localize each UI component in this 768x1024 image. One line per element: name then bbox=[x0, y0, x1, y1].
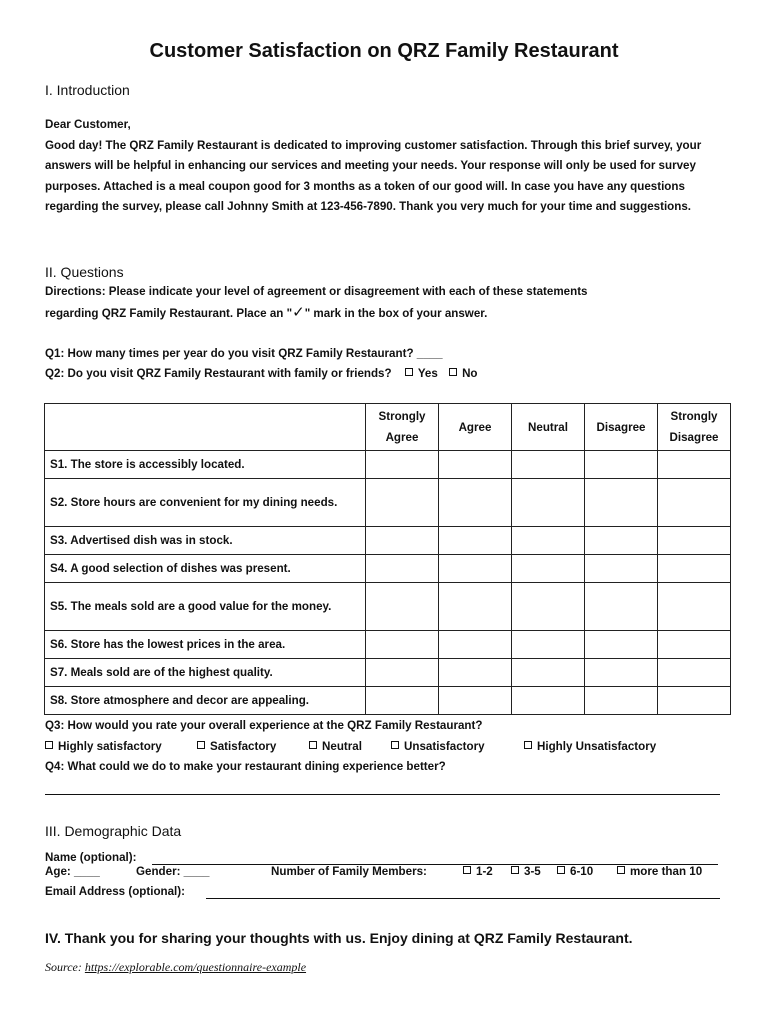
table-row bbox=[45, 631, 731, 659]
salutation: Dear Customer, bbox=[45, 118, 131, 131]
rating-cell[interactable] bbox=[439, 659, 512, 687]
table-row bbox=[45, 527, 731, 555]
table-row bbox=[45, 555, 731, 583]
rating-cell[interactable] bbox=[512, 555, 585, 583]
checkbox-icon[interactable] bbox=[45, 741, 53, 749]
rating-cell[interactable] bbox=[439, 527, 512, 555]
directions-line-2 bbox=[45, 303, 588, 325]
q4-answer-line[interactable] bbox=[45, 780, 720, 795]
rating-cell[interactable] bbox=[585, 451, 658, 479]
rating-cell[interactable] bbox=[366, 527, 439, 555]
q3-option[interactable] bbox=[45, 740, 162, 753]
rating-cell[interactable] bbox=[366, 479, 439, 527]
rating-table bbox=[44, 403, 731, 715]
rating-cell[interactable] bbox=[512, 659, 585, 687]
checkbox-icon[interactable] bbox=[309, 741, 317, 749]
rating-cell[interactable] bbox=[658, 527, 731, 555]
rating-cell[interactable] bbox=[512, 527, 585, 555]
rating-cell[interactable] bbox=[585, 479, 658, 527]
q3-option-label: Satisfactory bbox=[210, 740, 277, 753]
family-option-label: more than 10 bbox=[630, 865, 703, 878]
rating-cell[interactable] bbox=[512, 631, 585, 659]
questions-heading: II. Questions bbox=[45, 264, 124, 280]
statement-cell: S4. A good selection of dishes was present. bbox=[45, 555, 366, 583]
question-1: Q1: How many times per year do you visit QRZ Family Restaurant? ____ bbox=[45, 347, 443, 360]
statement-cell: S2. Store hours are convenient for my dining needs. bbox=[45, 479, 366, 527]
rating-cell[interactable] bbox=[439, 479, 512, 527]
checkbox-icon[interactable] bbox=[449, 368, 457, 376]
checkbox-icon[interactable] bbox=[197, 741, 205, 749]
q3-option[interactable] bbox=[309, 740, 362, 753]
introduction-heading: I. Introduction bbox=[45, 82, 130, 98]
rating-cell[interactable] bbox=[512, 479, 585, 527]
demographic-heading: III. Demographic Data bbox=[45, 823, 182, 839]
rating-table-header bbox=[45, 404, 731, 451]
source-label: Source: bbox=[45, 960, 82, 974]
family-option[interactable] bbox=[557, 865, 593, 878]
question-2-text: Q2: Do you visit QRZ Family Restaurant with family or friends? bbox=[45, 367, 392, 380]
statement-cell: S8. Store atmosphere and decor are appealing. bbox=[45, 687, 366, 715]
question-4: Q4: What could we do to make your restaurant dining experience better? bbox=[45, 760, 446, 773]
statement-cell: S6. Store has the lowest prices in the area. bbox=[45, 631, 366, 659]
checkbox-icon[interactable] bbox=[463, 866, 471, 874]
q3-option-label: Unsatisfactory bbox=[404, 740, 485, 753]
directions-text-b: " mark in the box of your answer. bbox=[304, 306, 488, 320]
rating-cell[interactable] bbox=[512, 451, 585, 479]
checkbox-icon[interactable] bbox=[524, 741, 532, 749]
rating-cell[interactable] bbox=[366, 555, 439, 583]
family-option-label: 1-2 bbox=[476, 865, 493, 878]
header-neutral: Neutral bbox=[512, 404, 585, 451]
rating-cell[interactable] bbox=[439, 583, 512, 631]
q3-option-label: Highly satisfactory bbox=[58, 740, 162, 753]
checkbox-icon[interactable] bbox=[617, 866, 625, 874]
statement-cell: S3. Advertised dish was in stock. bbox=[45, 527, 366, 555]
email-field[interactable] bbox=[206, 885, 720, 899]
table-row bbox=[45, 687, 731, 715]
question-3: Q3: How would you rate your overall experience at the QRZ Family Restaurant? bbox=[45, 719, 483, 732]
table-row bbox=[45, 583, 731, 631]
family-option-label: 3-5 bbox=[524, 865, 541, 878]
source-link[interactable]: https://explorable.com/questionnaire-example bbox=[84, 960, 307, 974]
rating-cell[interactable] bbox=[366, 451, 439, 479]
rating-cell[interactable] bbox=[658, 479, 731, 527]
header-blank bbox=[45, 404, 366, 451]
checkbox-icon[interactable] bbox=[405, 368, 413, 376]
rating-cell[interactable] bbox=[439, 555, 512, 583]
directions-text-a: regarding QRZ Family Restaurant. Place an " bbox=[45, 306, 293, 320]
introduction-body bbox=[45, 115, 735, 218]
q2-option-label: Yes bbox=[417, 367, 438, 380]
statement-cell: S7. Meals sold are of the highest quality. bbox=[45, 659, 366, 687]
email-label: Email Address (optional): bbox=[45, 885, 185, 898]
q2-option-label: No bbox=[462, 367, 478, 380]
table-row bbox=[45, 659, 731, 687]
rating-cell[interactable] bbox=[366, 659, 439, 687]
q3-option[interactable] bbox=[197, 740, 276, 753]
family-option[interactable] bbox=[463, 865, 493, 878]
page-title: Customer Satisfaction on QRZ Family Restaurant bbox=[149, 40, 619, 62]
table-row bbox=[45, 479, 731, 527]
rating-cell[interactable] bbox=[512, 687, 585, 715]
rating-cell[interactable] bbox=[658, 687, 731, 715]
header-strongly-agree: Strongly Agree bbox=[366, 404, 439, 451]
checkbox-icon[interactable] bbox=[391, 741, 399, 749]
source-citation bbox=[45, 960, 306, 975]
rating-cell[interactable] bbox=[439, 451, 512, 479]
header-agree: Agree bbox=[439, 404, 512, 451]
family-option-label: 6-10 bbox=[570, 865, 594, 878]
rating-cell[interactable] bbox=[366, 631, 439, 659]
q3-option[interactable] bbox=[391, 740, 485, 753]
q3-option-label: Neutral bbox=[322, 740, 362, 753]
directions-line-1: Directions: Please indicate your level of agreement or disagreement with each of these statements bbox=[45, 285, 588, 298]
q3-option-label: Highly Unsatisfactory bbox=[537, 740, 657, 753]
checkmark-icon: ✓ bbox=[292, 303, 305, 321]
checkbox-icon[interactable] bbox=[557, 866, 565, 874]
rating-cell[interactable] bbox=[366, 583, 439, 631]
question-2 bbox=[45, 367, 478, 380]
name-label: Name (optional): bbox=[45, 851, 137, 864]
age-label[interactable]: Age: ____ bbox=[45, 865, 100, 878]
rating-cell[interactable] bbox=[366, 687, 439, 715]
gender-label[interactable]: Gender: ____ bbox=[136, 865, 210, 878]
family-option[interactable] bbox=[511, 865, 541, 878]
rating-cell[interactable] bbox=[585, 527, 658, 555]
family-option[interactable] bbox=[617, 865, 702, 878]
family-members-label: Number of Family Members: bbox=[271, 865, 427, 878]
rating-cell[interactable] bbox=[585, 659, 658, 687]
name-field[interactable] bbox=[152, 851, 718, 865]
rating-cell[interactable] bbox=[585, 555, 658, 583]
rating-cell[interactable] bbox=[585, 687, 658, 715]
rating-cell[interactable] bbox=[658, 659, 731, 687]
rating-cell[interactable] bbox=[585, 583, 658, 631]
rating-cell[interactable] bbox=[439, 687, 512, 715]
header-disagree: Disagree bbox=[585, 404, 658, 451]
q3-option[interactable] bbox=[524, 740, 656, 753]
rating-cell[interactable] bbox=[658, 631, 731, 659]
rating-cell[interactable] bbox=[658, 555, 731, 583]
statement-cell: S5. The meals sold are a good value for the money. bbox=[45, 583, 366, 631]
introduction-paragraph: Good day! The QRZ Family Restaurant is dedicated to improving customer satisfaction. Through this brief survey, your answers will be helpful in enhancing our services and meeting your needs. Your response will only be used for survey purposes. Attached is a meal coupon good for 3 months as a token of our good will. In case you have any questions regarding the survey, please call Johnny Smith at 123-456-7890. Thank you very much for your time and suggestions. bbox=[45, 138, 702, 213]
checkbox-icon[interactable] bbox=[511, 866, 519, 874]
rating-cell[interactable] bbox=[585, 631, 658, 659]
header-strongly-disagree: Strongly Disagree bbox=[658, 404, 731, 451]
rating-cell[interactable] bbox=[658, 451, 731, 479]
closing-message: IV. Thank you for sharing your thoughts with us. Enjoy dining at QRZ Family Restaurant. bbox=[45, 930, 633, 946]
rating-cell[interactable] bbox=[658, 583, 731, 631]
table-row bbox=[45, 451, 731, 479]
q2-option-yes[interactable] bbox=[405, 367, 438, 380]
directions bbox=[45, 282, 588, 324]
rating-cell[interactable] bbox=[439, 631, 512, 659]
rating-cell[interactable] bbox=[512, 583, 585, 631]
statement-cell: S1. The store is accessibly located. bbox=[45, 451, 366, 479]
q2-option-no[interactable] bbox=[449, 367, 477, 380]
